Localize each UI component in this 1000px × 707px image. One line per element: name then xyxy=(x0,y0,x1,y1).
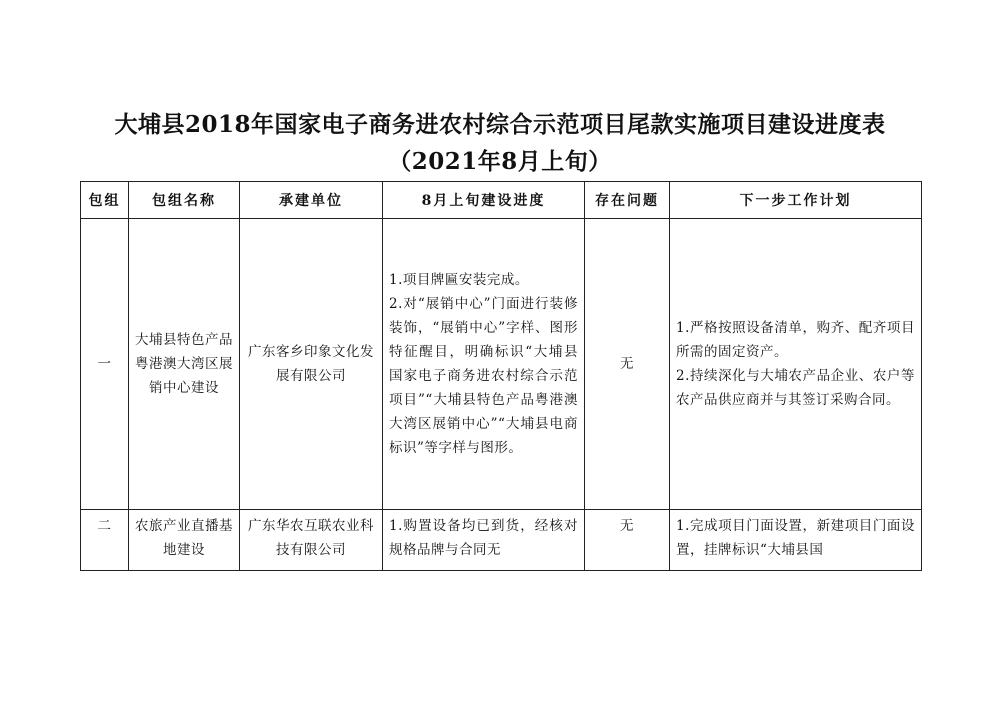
group-cell: 二 xyxy=(81,510,129,571)
document-subtitle-date: （2021年8月上旬） xyxy=(388,148,612,175)
group-cell: 一 xyxy=(81,219,129,510)
group-name-cell: 大埔县特色产品粤港澳大湾区展销中心建设 xyxy=(129,219,240,510)
header-progress: 8月上旬建设进度 xyxy=(383,182,585,219)
progress-item: 1.购置设备均已到货，经核对规格品牌与合同无 xyxy=(389,518,578,558)
next-plan-cell xyxy=(670,510,922,571)
progress-item: 1.项目牌匾安装完成。 xyxy=(389,272,529,288)
contractor-cell: 广东华农互联农业科技有限公司 xyxy=(240,510,383,571)
table-row xyxy=(81,510,922,571)
header-contractor: 承建单位 xyxy=(240,182,383,219)
table-row xyxy=(81,219,922,510)
issues-cell: 无 xyxy=(585,510,670,571)
header-group: 包组 xyxy=(81,182,129,219)
plan-item: 2.持续深化与大埔农产品企业、农户等农产品供应商并与其签订采购合同。 xyxy=(676,368,915,408)
document-title: 大埔县2018年国家电子商务进农村综合示范项目尾款实施项目建设进度表 xyxy=(114,111,886,138)
group-name-cell: 农旅产业直播基地建设 xyxy=(129,510,240,571)
header-next-plan: 下一步工作计划 xyxy=(670,182,922,219)
progress-cell xyxy=(383,219,585,510)
next-plan-cell xyxy=(670,219,922,510)
header-group-name: 包组名称 xyxy=(129,182,240,219)
progress-cell xyxy=(383,510,585,571)
table-header-row xyxy=(81,182,922,219)
plan-item: 1.严格按照设备清单，购齐、配齐项目所需的固定资产。 xyxy=(676,320,915,360)
plan-item: 1.完成项目门面设置，新建项目门面设置，挂牌标识“大埔县国 xyxy=(676,518,915,558)
progress-item: 2.对“展销中心”门面进行装修装饰，“展销中心”字样、图形特征醒目，明确标识“大埔县国家电子商务进农村综合示范项目”“大埔县特色产品粤港澳大湾区展销中心”“大埔县电商标识”等字样与图形。 xyxy=(389,296,578,456)
header-issues: 存在问题 xyxy=(585,182,670,219)
progress-table xyxy=(80,181,922,571)
contractor-cell: 广东客乡印象文化发展有限公司 xyxy=(240,219,383,510)
issues-cell: 无 xyxy=(585,219,670,510)
